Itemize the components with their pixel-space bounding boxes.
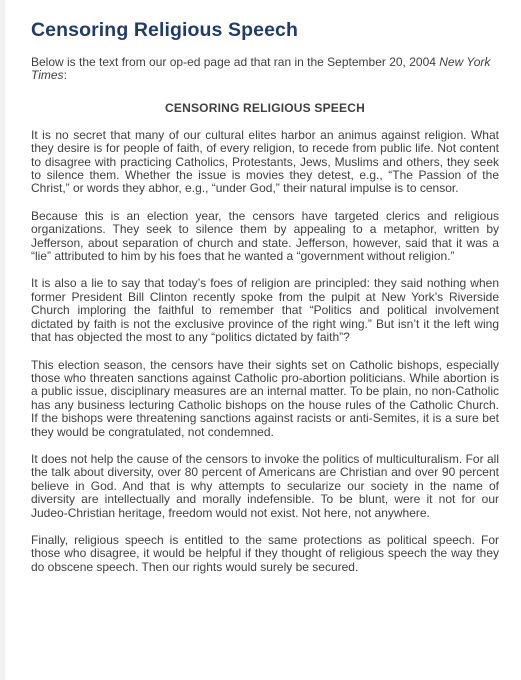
page-title: Censoring Religious Speech (31, 19, 298, 41)
intro-text: Below is the text from our op-ed page ad that ran in the September 20, 2004 (31, 55, 440, 69)
intro-suffix: : (63, 68, 67, 83)
publication-name: New York Times (31, 55, 491, 83)
page-left-edge (0, 0, 5, 680)
body-paragraph-2: Because this is an election year, the censors have targeted clerics and religious organizations. They seek to silence them by appealing to a metaphor, written by Jefferson, about separation of church and state. Jefferson, however, said that it was a “lie” attributed to him by his foes that he wanted a “government without religion.” (31, 208, 499, 264)
body-paragraph-5: It does not help the cause of the censors to invoke the politics of multiculturalism. For all the talk about diversity, over 80 percent of Americans are Christian and over 90 percent believe in God. And that is why attempts to secularize our society in the name of diversity are intellectually and morally indefensible. To be blunt, were it not for our Judeo-Christian heritage, freedom would not exist. Not here, not anywhere. (31, 451, 499, 520)
body-paragraph-6: Finally, religious speech is entitled to the same protections as political speech. For those who disagree, it would be helpful if they thought of religious speech the way they do obscene speech. Then our rights would surely be secured. (31, 532, 499, 574)
article (31, 18, 499, 574)
intro-paragraph (31, 56, 499, 83)
body-paragraph-1: It is no secret that many of our cultural elites harbor an animus against religion. What they desire is for people of faith, of every religion, to recede from public life. Not content to disagree with practicing Catholics, Protestants, Jews, Muslims and others, they seek to silence them. Whether the issue is movies they detest, e.g., “The Passion of the Christ,” or words they abhor, e.g., “under God,” their natural impulse is to censor. (31, 127, 499, 196)
ad-heading: CENSORING RELIGIOUS SPEECH (165, 100, 365, 115)
body-paragraph-4: This election season, the censors have their sights set on Catholic bishops, especially those who threaten sanctions against Catholic pro-abortion politicians. While abortion is a public issue, disciplinary measures are an internal matter. To be plain, no non-Catholic has any business lecturing Catholic bishops on the house rules of the Catholic Church. If the bishops were threatening sanctions against racists or anti-Semites, it is a sure bet they would be congratulated, not condemned. (31, 357, 499, 439)
body-paragraph-3: It is also a lie to say that today’s foes of religion are principled: they said nothing when former President Bill Clinton recently spoke from the pulpit at New York’s Riverside Church imploring the faithful to remember that “Politics and political involvement dictated by faith is not the exclusive province of the right wing.” But isn’t it the left wing that has objected the most to any “politics dictated by faith”? (31, 276, 499, 345)
